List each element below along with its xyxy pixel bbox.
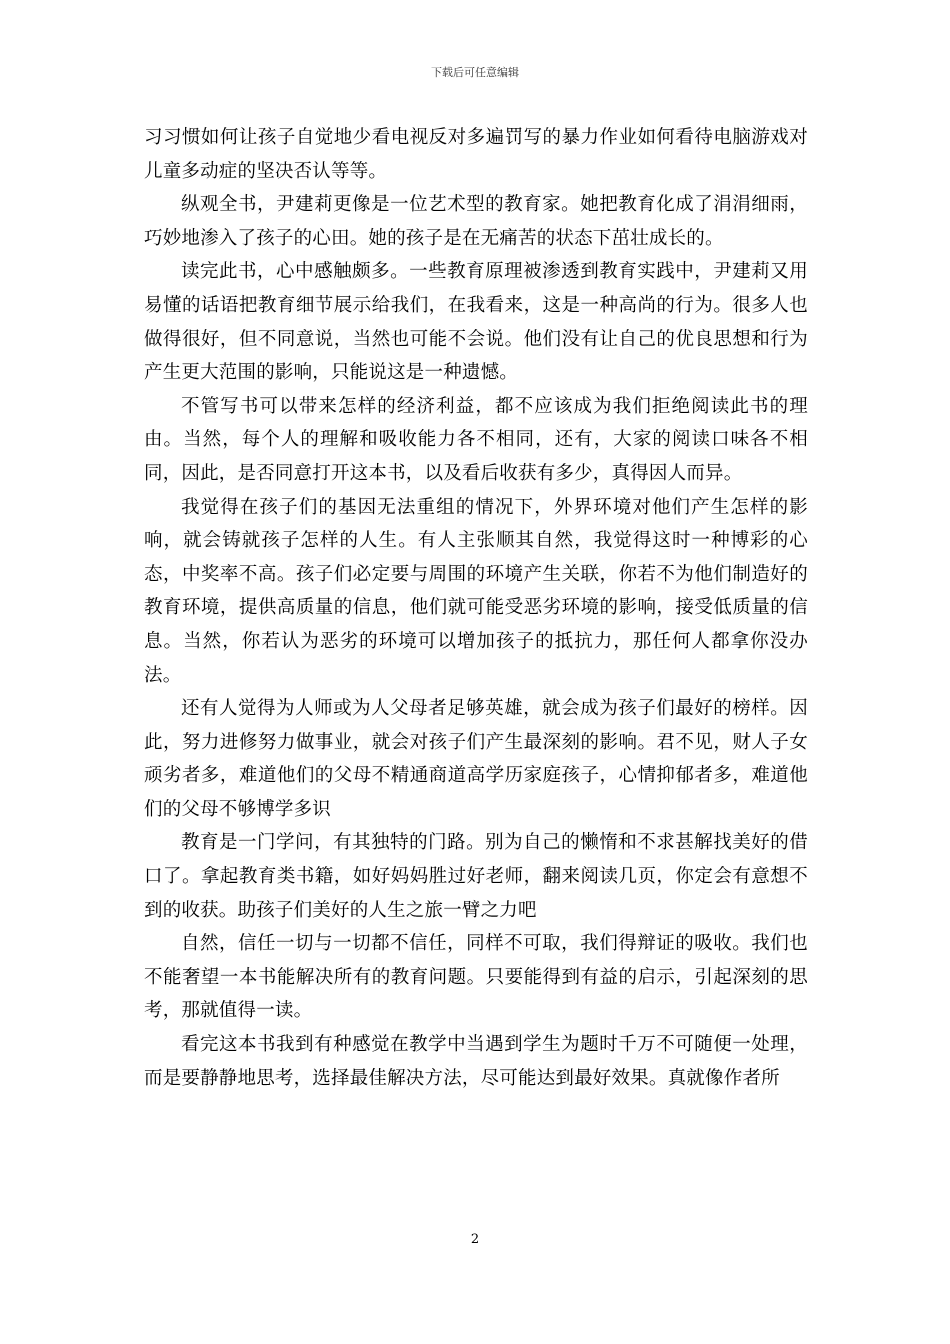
paragraph: 自然，信任一切与一切都不信任，同样不可取，我们得辩证的吸收。我们也不能奢望一本书能解决所有的教育问题。只要能得到有益的启示，引起深刻的思考，那就值得一读。 <box>144 933 808 1022</box>
page-number: 2 <box>470 1232 480 1247</box>
paragraph: 看完这本书我到有种感觉在教学中当遇到学生为题时千万不可随便一处理，而是要静静地思考，选择最佳解决方法，尽可能达到最好效果。真就像作者所 <box>144 1034 808 1089</box>
document-body <box>144 121 808 1095</box>
paragraph: 还有人觉得为人师或为人父母者足够英雄，就会成为孩子们最好的榜样。因此，努力进修努力做事业，就会对孩子们产生最深刻的影响。君不见，财人子女顽劣者多，难道他们的父母不精通商道高学历家庭孩子，心情抑郁者多，难道他们的父母不够博学多识 <box>144 698 808 820</box>
page-header: 下载后可任意编辑 <box>431 66 519 79</box>
paragraph: 不管写书可以带来怎样的经济利益，都不应该成为我们拒绝阅读此书的理由。当然，每个人的理解和吸收能力各不相同，还有，大家的阅读口味各不相同，因此，是否同意打开这本书，以及看后收获有多少，真得因人而异。 <box>144 395 808 484</box>
paragraph: 读完此书，心中感触颇多。一些教育原理被渗透到教育实践中，尹建莉又用易懂的话语把教育细节展示给我们，在我看来，这是一种高尚的行为。很多人也做得很好，但不同意说，当然也可能不会说。他们没有让自己的优良思想和行为产生更大范围的影响，只能说这是一种遗憾。 <box>144 261 808 384</box>
paragraph: 教育是一门学问，有其独特的门路。别为自己的懒惰和不求甚解找美好的借口了。拿起教育类书籍，如好妈妈胜过好老师，翻来阅读几页，你定会有意想不到的收获。助孩子们美好的人生之旅一臂之力吧 <box>144 832 808 921</box>
paragraph-continuation: 习习惯如何让孩子自觉地少看电视反对多遍罚写的暴力作业如何看待电脑游戏对儿童多动症的坚决否认等等。 <box>144 127 808 182</box>
paragraph: 我觉得在孩子们的基因无法重组的情况下，外界环境对他们产生怎样的影响，就会铸就孩子怎样的人生。有人主张顺其自然，我觉得这时一种博彩的心态，中奖率不高。孩子们必定要与周围的环境产生关联，你若不为他们制造好的教育环境，提供高质量的信息，他们就可能受恶劣环境的影响，接受低质量的信息。当然，你若认为恶劣的环境可以增加孩子的抵抗力，那任何人都拿你没办法。 <box>144 496 808 686</box>
paragraph: 纵观全书，尹建莉更像是一位艺术型的教育家。她把教育化成了涓涓细雨，巧妙地渗入了孩子的心田。她的孩子是在无痛苦的状态下茁壮成长的。 <box>144 194 808 249</box>
